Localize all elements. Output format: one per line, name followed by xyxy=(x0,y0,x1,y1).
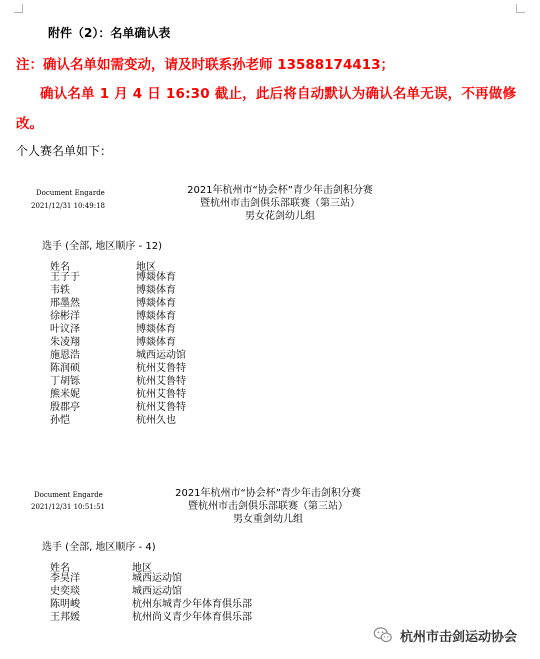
entrant-name: 陈明峻 xyxy=(50,599,80,610)
table-row xyxy=(50,271,350,284)
entry-count: 选手 (全部, 地区顺序 - 12) xyxy=(42,241,163,252)
notice-line-3: 改。 xyxy=(16,116,43,132)
table-row xyxy=(50,336,350,349)
event-title-line-2: 暨杭州市击剑俱乐部联赛（第三站） xyxy=(200,198,360,209)
event-title xyxy=(148,487,388,526)
doc-label: Document Engarde xyxy=(36,189,105,197)
entrant-name: 殷郡亭 xyxy=(50,402,80,413)
entrant-name: 韦轶 xyxy=(50,285,70,296)
column-header-region: 地区 xyxy=(136,262,156,273)
entrant-name: 丁胡铄 xyxy=(50,376,80,387)
entrant-region: 博燚体育 xyxy=(136,324,176,335)
table-row xyxy=(50,375,350,388)
table-row xyxy=(50,323,350,336)
intro-text: 个人赛名单如下： xyxy=(16,144,113,158)
watermark-text: 杭州市击剑运动协会 xyxy=(400,629,518,645)
entrant-region: 杭州艾鲁特 xyxy=(136,376,186,387)
event-title-line-3: 男女花剑幼儿组 xyxy=(245,211,315,222)
table-row xyxy=(50,585,350,598)
doc-timestamp: 2021/12/31 10:49:18 xyxy=(31,202,106,210)
event-title-line-1: 2021年杭州市“协会杯”青少年击剑积分赛 xyxy=(187,185,373,196)
entrant-region: 杭州艾鲁特 xyxy=(136,363,186,374)
entrant-region: 博燚体育 xyxy=(136,272,176,283)
table-row xyxy=(50,310,350,323)
column-header-name: 姓名 xyxy=(50,563,70,574)
entrant-name: 徐彬洋 xyxy=(50,311,80,322)
entrant-name: 王子于 xyxy=(50,272,80,283)
entrant-region: 杭州久也 xyxy=(136,415,176,426)
entrant-name: 施恩浩 xyxy=(50,350,80,361)
table-row xyxy=(50,388,350,401)
account-watermark xyxy=(372,624,517,646)
event-title-line-1: 2021年杭州市“协会杯”青少年击剑积分赛 xyxy=(175,488,361,499)
event-title xyxy=(160,184,400,223)
event-title-line-2: 暨杭州市击剑俱乐部联赛（第三站） xyxy=(188,501,348,512)
table-row xyxy=(50,349,350,362)
table-row xyxy=(50,401,350,414)
entry-count: 选手 (全部, 地区顺序 - 4) xyxy=(42,542,156,553)
entrant-region: 城西运动馆 xyxy=(132,573,182,584)
table-row xyxy=(50,572,350,585)
attachment-title: 附件（2）：名单确认表 xyxy=(48,26,171,40)
entrant-name: 史奕琰 xyxy=(50,586,80,597)
entry-table xyxy=(50,572,350,624)
table-row xyxy=(50,284,350,297)
column-header-name: 姓名 xyxy=(50,262,70,273)
entrant-region: 博燚体育 xyxy=(136,311,176,322)
entrant-name: 叶议泽 xyxy=(50,324,80,335)
entrant-region: 博燚体育 xyxy=(136,337,176,348)
entry-table xyxy=(50,271,350,427)
table-row xyxy=(50,414,350,427)
notice-line-2: 确认名单 1 月 4 日 16:30 截止，此后将自动默认为确认名单无误，不再做修 xyxy=(40,86,517,102)
entrant-region: 博燚体育 xyxy=(136,298,176,309)
entrant-name: 李昊洋 xyxy=(50,573,80,584)
entrant-region: 博燚体育 xyxy=(136,285,176,296)
entrant-name: 陈润硕 xyxy=(50,363,80,374)
entrant-name: 邢墨然 xyxy=(50,298,80,309)
entrant-region: 杭州尚义青少年体育俱乐部 xyxy=(132,612,252,623)
table-row xyxy=(50,297,350,310)
notice-line-1: 注：确认名单如需变动，请及时联系孙老师 13588174413； xyxy=(16,57,395,73)
entrant-region: 城西运动馆 xyxy=(136,350,186,361)
column-header-region: 地区 xyxy=(132,563,152,574)
entrant-name: 熊米妮 xyxy=(50,389,80,400)
entrant-name: 孙恺 xyxy=(50,415,70,426)
entrant-region: 杭州艾鲁特 xyxy=(136,389,186,400)
table-row xyxy=(50,362,350,375)
table-row xyxy=(50,598,350,611)
event-title-line-3: 男女重剑幼儿组 xyxy=(233,514,303,525)
entrant-name: 王邦媛 xyxy=(50,612,80,623)
doc-label: Document Engarde xyxy=(34,491,103,499)
wechat-icon xyxy=(372,624,394,646)
table-row xyxy=(50,611,350,624)
entrant-region: 杭州艾鲁特 xyxy=(136,402,186,413)
entrant-region: 杭州东城青少年体育俱乐部 xyxy=(132,599,252,610)
entrant-name: 朱凌翔 xyxy=(50,337,80,348)
entrant-region: 城西运动馆 xyxy=(132,586,182,597)
page-corner-mark-right xyxy=(516,4,525,13)
doc-timestamp: 2021/12/31 10:51:51 xyxy=(31,503,106,511)
page-corner-mark-left xyxy=(14,4,23,13)
